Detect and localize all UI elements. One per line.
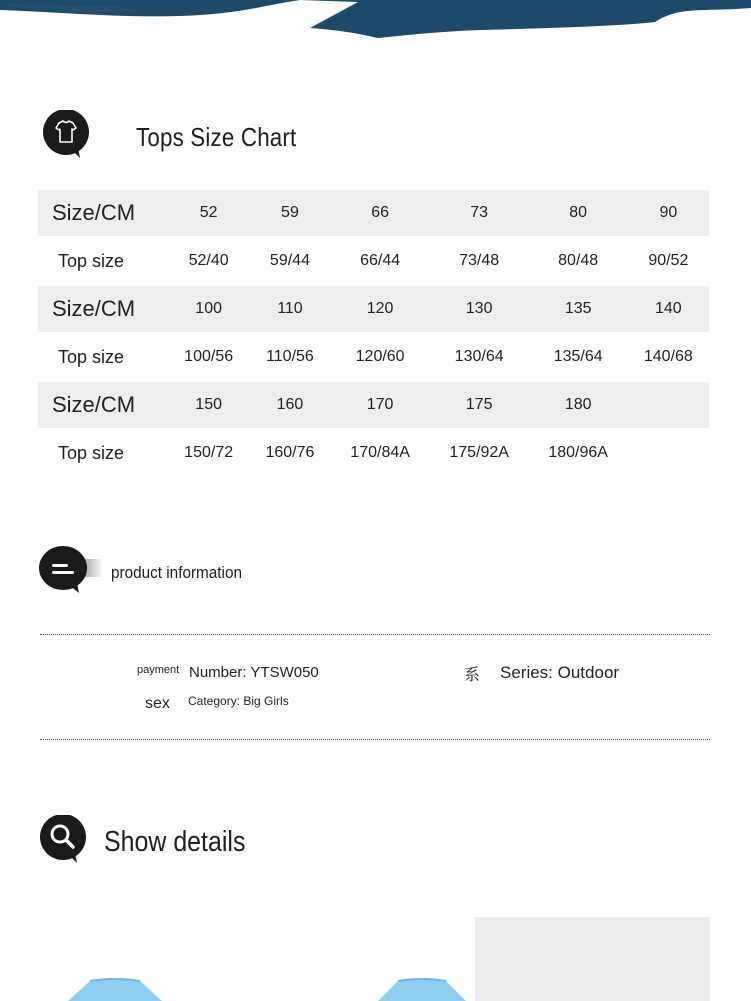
top-size-cell: 160/76 [265, 444, 315, 461]
top-size-cell: 52/40 [188, 252, 229, 269]
sex-label: sex [145, 695, 170, 712]
size-cell: 150 [168, 382, 249, 428]
top-size-cell: 140/68 [643, 348, 693, 365]
top-size-cell: 120/60 [355, 348, 405, 365]
product-number: Number: YTSW050 [189, 664, 319, 681]
payment-label: payment [137, 664, 180, 676]
product-info-title: product information [111, 562, 242, 582]
size-cell: 120 [331, 286, 430, 332]
top-size-cell: 90/52 [648, 252, 689, 269]
size-cell: 80 [529, 190, 628, 236]
show-details-title: Show details [104, 826, 246, 858]
top-size-cell: 59/44 [269, 252, 310, 269]
top-size-cell: 80/48 [558, 252, 599, 269]
size-chart-header [42, 110, 323, 165]
top-size-cell: 110/56 [266, 348, 314, 365]
top-size-row [38, 332, 709, 382]
product-series: Series: Outdoor [500, 663, 620, 682]
top-size-row-label: Top size [58, 346, 125, 367]
product-photo-panel [475, 917, 710, 1001]
size-cell: 73 [430, 190, 529, 236]
divider [40, 634, 710, 635]
size-cell: 130 [430, 286, 529, 332]
top-size-cell: 73/48 [459, 252, 500, 269]
size-chart-title: Tops Size Chart [136, 122, 297, 152]
size-cell: 140 [628, 286, 709, 332]
top-size-cell: 180/96A [548, 444, 608, 461]
top-size-cell: 150/72 [184, 444, 234, 461]
garment-image-left [60, 975, 170, 1001]
t-shirt-icon [42, 110, 92, 165]
search-icon [39, 815, 89, 870]
size-cell: 135 [529, 286, 628, 332]
size-cell: 66 [331, 190, 430, 236]
top-size-row-label: Top size [58, 250, 125, 271]
size-cell: 160 [249, 382, 330, 428]
chat-bubble-icon [39, 545, 103, 600]
top-size-row [38, 236, 709, 286]
top-size-cell: 130/64 [454, 348, 504, 365]
series-glyph: 系 [464, 667, 481, 684]
top-size-cell: 170/84A [350, 444, 410, 461]
size-row-label: Size/CM [38, 382, 168, 428]
top-size-cell [628, 428, 709, 478]
divider [40, 739, 710, 740]
product-category: Category: Big Girls [188, 694, 289, 708]
size-cell: 110 [249, 286, 330, 332]
size-row [38, 286, 709, 332]
size-cell: 100 [168, 286, 249, 332]
size-cell: 90 [628, 190, 709, 236]
top-size-cell: 135/64 [553, 348, 603, 365]
product-info-header [39, 545, 257, 600]
size-row [38, 190, 709, 236]
garment-image-right [372, 975, 472, 1001]
size-row-label: Size/CM [38, 190, 168, 236]
size-row [38, 382, 709, 428]
size-row-label: Size/CM [38, 286, 168, 332]
show-details-header [39, 815, 268, 870]
size-cell: 175 [430, 382, 529, 428]
size-cell: 59 [249, 190, 330, 236]
top-size-cell: 100/56 [184, 348, 234, 365]
top-size-row [38, 428, 709, 478]
size-cell: 180 [529, 382, 628, 428]
size-cell: 52 [168, 190, 249, 236]
size-cell [628, 382, 709, 428]
top-size-row-label: Top size [58, 442, 125, 463]
top-size-cell: 175/92A [449, 444, 509, 461]
top-size-cell: 66/44 [360, 252, 401, 269]
top-banner [0, 0, 751, 45]
size-cell: 170 [331, 382, 430, 428]
size-chart-table [38, 190, 709, 478]
